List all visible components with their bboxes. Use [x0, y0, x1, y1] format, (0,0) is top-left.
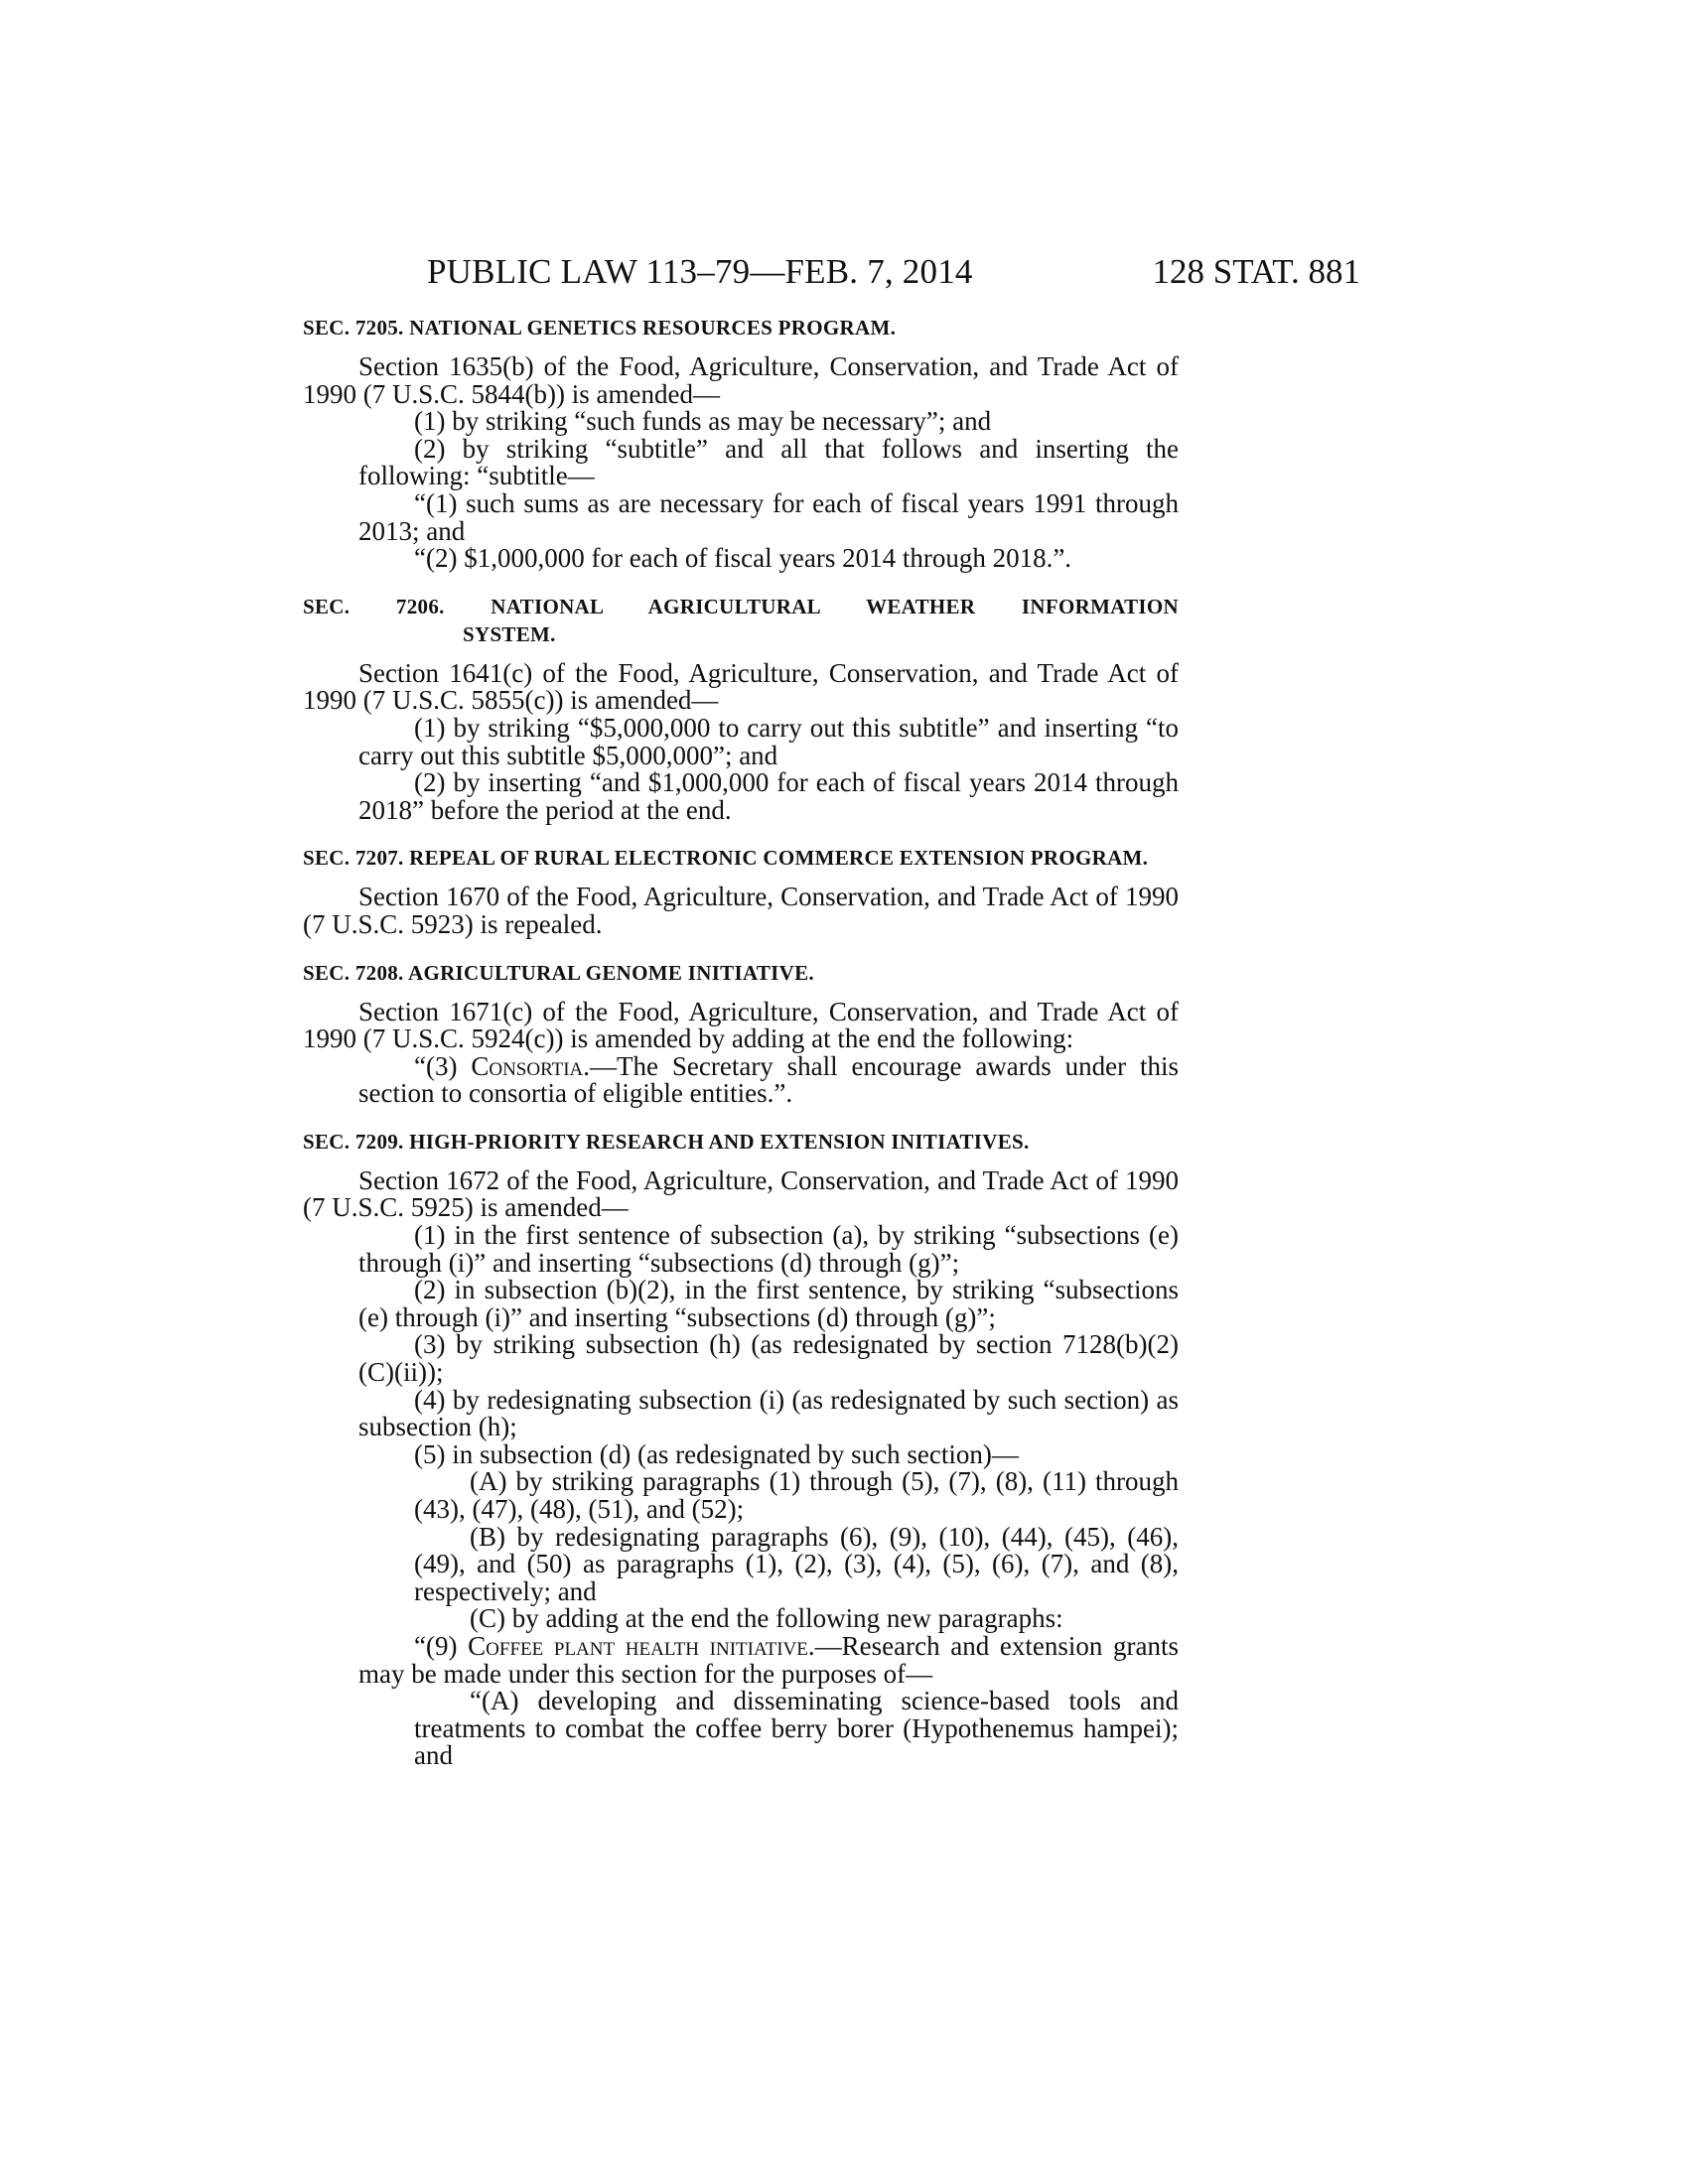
section-7205-quoted-1: “(1) such sums as are necessary for each of fiscal years 1991 through 2013; and: [358, 487, 1179, 546]
section-heading-7205: SEC. 7205. NATIONAL GENETICS RESOURCES PROGRAM.: [303, 316, 897, 340]
section-7206-intro: Section 1641(c) of the Food, Agriculture, Conservation, and Trade Act of 1990 (7 U.S.C. 5855(c)) is amended—: [303, 657, 1179, 716]
section-7206-paragraph-1: (1) by striking “$5,000,000 to carry out this subtitle” and inserting “to carry out this subtitle $5,000,000”; and: [358, 712, 1179, 770]
page-folio: 128 STAT. 881: [1152, 252, 1360, 291]
quoted-term: Consortia: [471, 1050, 584, 1081]
section-7209-paragraph-5: (5) in subsection (d) (as redesignated by such section)—: [414, 1438, 1019, 1469]
section-7209-paragraph-4: (4) by redesignating subsection (i) (as redesignated by such section) as subsection (h);: [358, 1384, 1179, 1442]
section-7205-quoted-2: “(2) $1,000,000 for each of fiscal years 2014 through 2018.”.: [414, 543, 1072, 574]
section-7209-intro: Section 1672 of the Food, Agriculture, Conservation, and Trade Act of 1990 (7 U.S.C. 5925) is amended—: [303, 1164, 1179, 1223]
quoted-text: .—Research and extension grants may be made under this section for the purposes of—: [358, 1630, 1180, 1689]
section-7206-paragraph-2: (2) by inserting “and $1,000,000 for each of fiscal years 2014 through 2018” before the period at the end.: [358, 767, 1179, 825]
section-7209-subparagraph-c: (C) by adding at the end the following new paragraphs:: [470, 1603, 1063, 1634]
section-heading-7206: [303, 593, 1179, 648]
section-heading-7208: SEC. 7208. AGRICULTURAL GENOME INITIATIVE.: [303, 960, 814, 985]
section-7209-subparagraph-b: (B) by redesignating paragraphs (6), (9), (10), (44), (45), (46), (49), and (50) as paragraphs (1), (2), (3), (4), (5), (6), (7), and (8), respectively; and: [414, 1521, 1179, 1606]
section-7209-subparagraph-a: (A) by striking paragraphs (1) through (5), (7), (8), (11) through (43), (47), (48), (51), and (52);: [414, 1466, 1179, 1524]
section-heading-7206-text: SEC. 7206. NATIONAL AGRICULTURAL WEATHER INFORMATION SYSTEM.: [303, 594, 1179, 646]
section-7205-intro: Section 1635(b) of the Food, Agriculture, Conservation, and Trade Act of 1990 (7 U.S.C. 5844(b)) is amended—: [303, 351, 1179, 409]
section-7207-intro: Section 1670 of the Food, Agriculture, Conservation, and Trade Act of 1990 (7 U.S.C. 5923) is repealed.: [303, 882, 1179, 939]
section-7209-paragraph-2: (2) in subsection (b)(2), in the first sentence, by striking “subsections (e) through (i)” and inserting “subsections (d) through (g)”;: [358, 1275, 1179, 1332]
section-7209-quoted-paragraph-9: [303, 1630, 1180, 1689]
section-7208-intro: Section 1671(c) of the Food, Agriculture, Conservation, and Trade Act of 1990 (7 U.S.C. 5924(c)) is amended by adding at the end the following:: [303, 996, 1179, 1054]
section-7209-paragraph-3: (3) by striking subsection (h) (as redesignated by section 7128(b)(2)(C)(ii));: [358, 1329, 1179, 1388]
section-7209-quoted-subparagraph-a: “(A) developing and disseminating science-based tools and treatments to combat the coffee berry borer (Hypothenemus hampei); and: [414, 1686, 1179, 1771]
quoted-prefix: “(3): [414, 1050, 472, 1081]
section-7205-paragraph-2: (2) by striking “subtitle” and all that follows and inserting the following: “subtitle—: [358, 433, 1179, 491]
section-7209-paragraph-1: (1) in the first sentence of subsection (a), by striking “subsections (e) through (i)” and inserting “subsections (d) through (g)”;: [358, 1220, 1179, 1278]
section-7205-paragraph-1: (1) by striking “such funds as may be necessary”; and: [414, 406, 992, 437]
quoted-prefix: “(9): [414, 1630, 469, 1661]
running-head: PUBLIC LAW 113–79—FEB. 7, 2014: [427, 252, 973, 291]
quoted-text: .—The Secretary shall encourage awards under this section to consortia of eligible entities.”.: [358, 1050, 1179, 1109]
quoted-term: Coffee plant health initiative: [468, 1630, 808, 1661]
section-heading-7207: SEC. 7207. REPEAL OF RURAL ELECTRONIC COMMERCE EXTENSION PROGRAM.: [303, 846, 1149, 871]
section-7208-quoted-consortia: [303, 1050, 1179, 1109]
section-heading-7209: SEC. 7209. HIGH-PRIORITY RESEARCH AND EXTENSION INITIATIVES.: [303, 1129, 1030, 1154]
document-body: [303, 314, 1179, 1770]
